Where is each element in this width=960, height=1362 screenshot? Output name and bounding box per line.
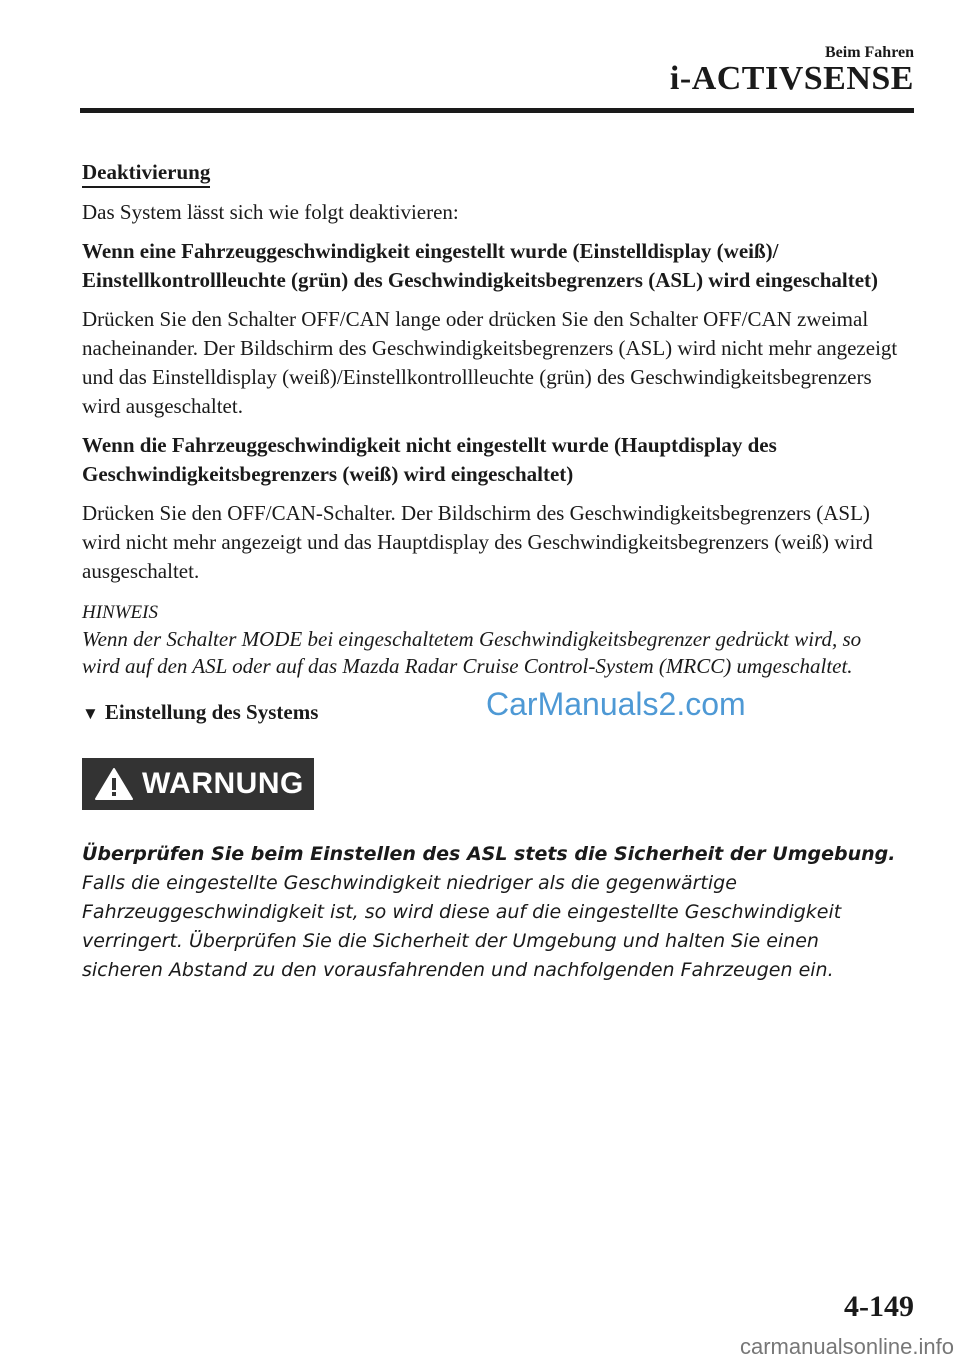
warning-body bbox=[82, 840, 902, 985]
header-divider bbox=[80, 108, 914, 113]
warning-triangle-icon bbox=[94, 767, 134, 801]
page-number: 4-149 bbox=[844, 1290, 914, 1323]
deactivation-intro: Das System lässt sich wie folgt deaktivieren: bbox=[82, 200, 459, 224]
note-title: HINWEIS bbox=[82, 602, 158, 623]
page-header-title: i-ACTIVSENSE bbox=[669, 60, 914, 97]
case1-text: Drücken Sie den Schalter OFF/CAN lange oder drücken Sie den Schalter OFF/CAN zweimal nacheinander. Der Bildschirm des Geschwindigkeitsbegrenzers (ASL) wird nicht mehr angezeigt und das Einstelldisplay (weiß)/Einstellkontrollleuchte (grün) des Geschwindigkeitsbegrenzers wird ausgeschaltet. bbox=[82, 307, 898, 418]
triangle-down-icon: ▼ bbox=[82, 704, 99, 723]
note-text: Wenn der Schalter MODE bei eingeschaltetem Geschwindigkeitsbegrenzer gedrückt wird, so wird auf den ASL oder auf das Mazda Radar Cruise Control-System (MRCC) umgeschaltet. bbox=[82, 627, 862, 678]
case2-text: Drücken Sie den OFF/CAN-Schalter. Der Bildschirm des Geschwindigkeitsbegrenzers (ASL) wird nicht mehr angezeigt und das Hauptdisplay des Geschwindigkeitsbegrenzers (weiß) wird ausgeschaltet. bbox=[82, 501, 873, 583]
subsection-settings-label: Einstellung des Systems bbox=[104, 700, 319, 724]
warning-label: WARNUNG bbox=[142, 767, 304, 800]
case2-heading: Wenn die Fahrzeuggeschwindigkeit nicht eingestellt wurde (Hauptdisplay des Geschwindigkeitsbegrenzers (weiß) wird eingeschaltet) bbox=[82, 433, 777, 486]
watermark-logo: CarManuals2.com bbox=[486, 686, 746, 722]
footer-watermark-url: carmanualsonline.info bbox=[739, 1334, 954, 1359]
section-title-deactivation: Deaktivierung bbox=[82, 158, 210, 188]
chapter-name: Beim Fahren bbox=[824, 44, 914, 61]
warning-heading: Überprüfen Sie beim Einstellen des ASL stets die Sicherheit der Umgebung. bbox=[82, 843, 896, 865]
warning-text: Falls die eingestellte Geschwindigkeit niedriger als die gegenwärtige Fahrzeuggeschwindigkeit ist, so wird diese auf die eingestellte Geschwindigkeit verringert. Überprüfen Sie die Sicherheit der Umgebung und halten Sie einen sicheren Abstand zu den vorausfahrenden und nachfolgenden Fahrzeugen ein. bbox=[82, 872, 842, 981]
warning-badge bbox=[82, 758, 314, 810]
main-content bbox=[82, 158, 902, 985]
case1-heading: Wenn eine Fahrzeuggeschwindigkeit eingestellt wurde (Einstelldisplay (weiß)/ Einstellkontrollleuchte (grün) des Geschwindigkeitsbegrenzers (ASL) wird eingeschaltet) bbox=[82, 239, 879, 292]
